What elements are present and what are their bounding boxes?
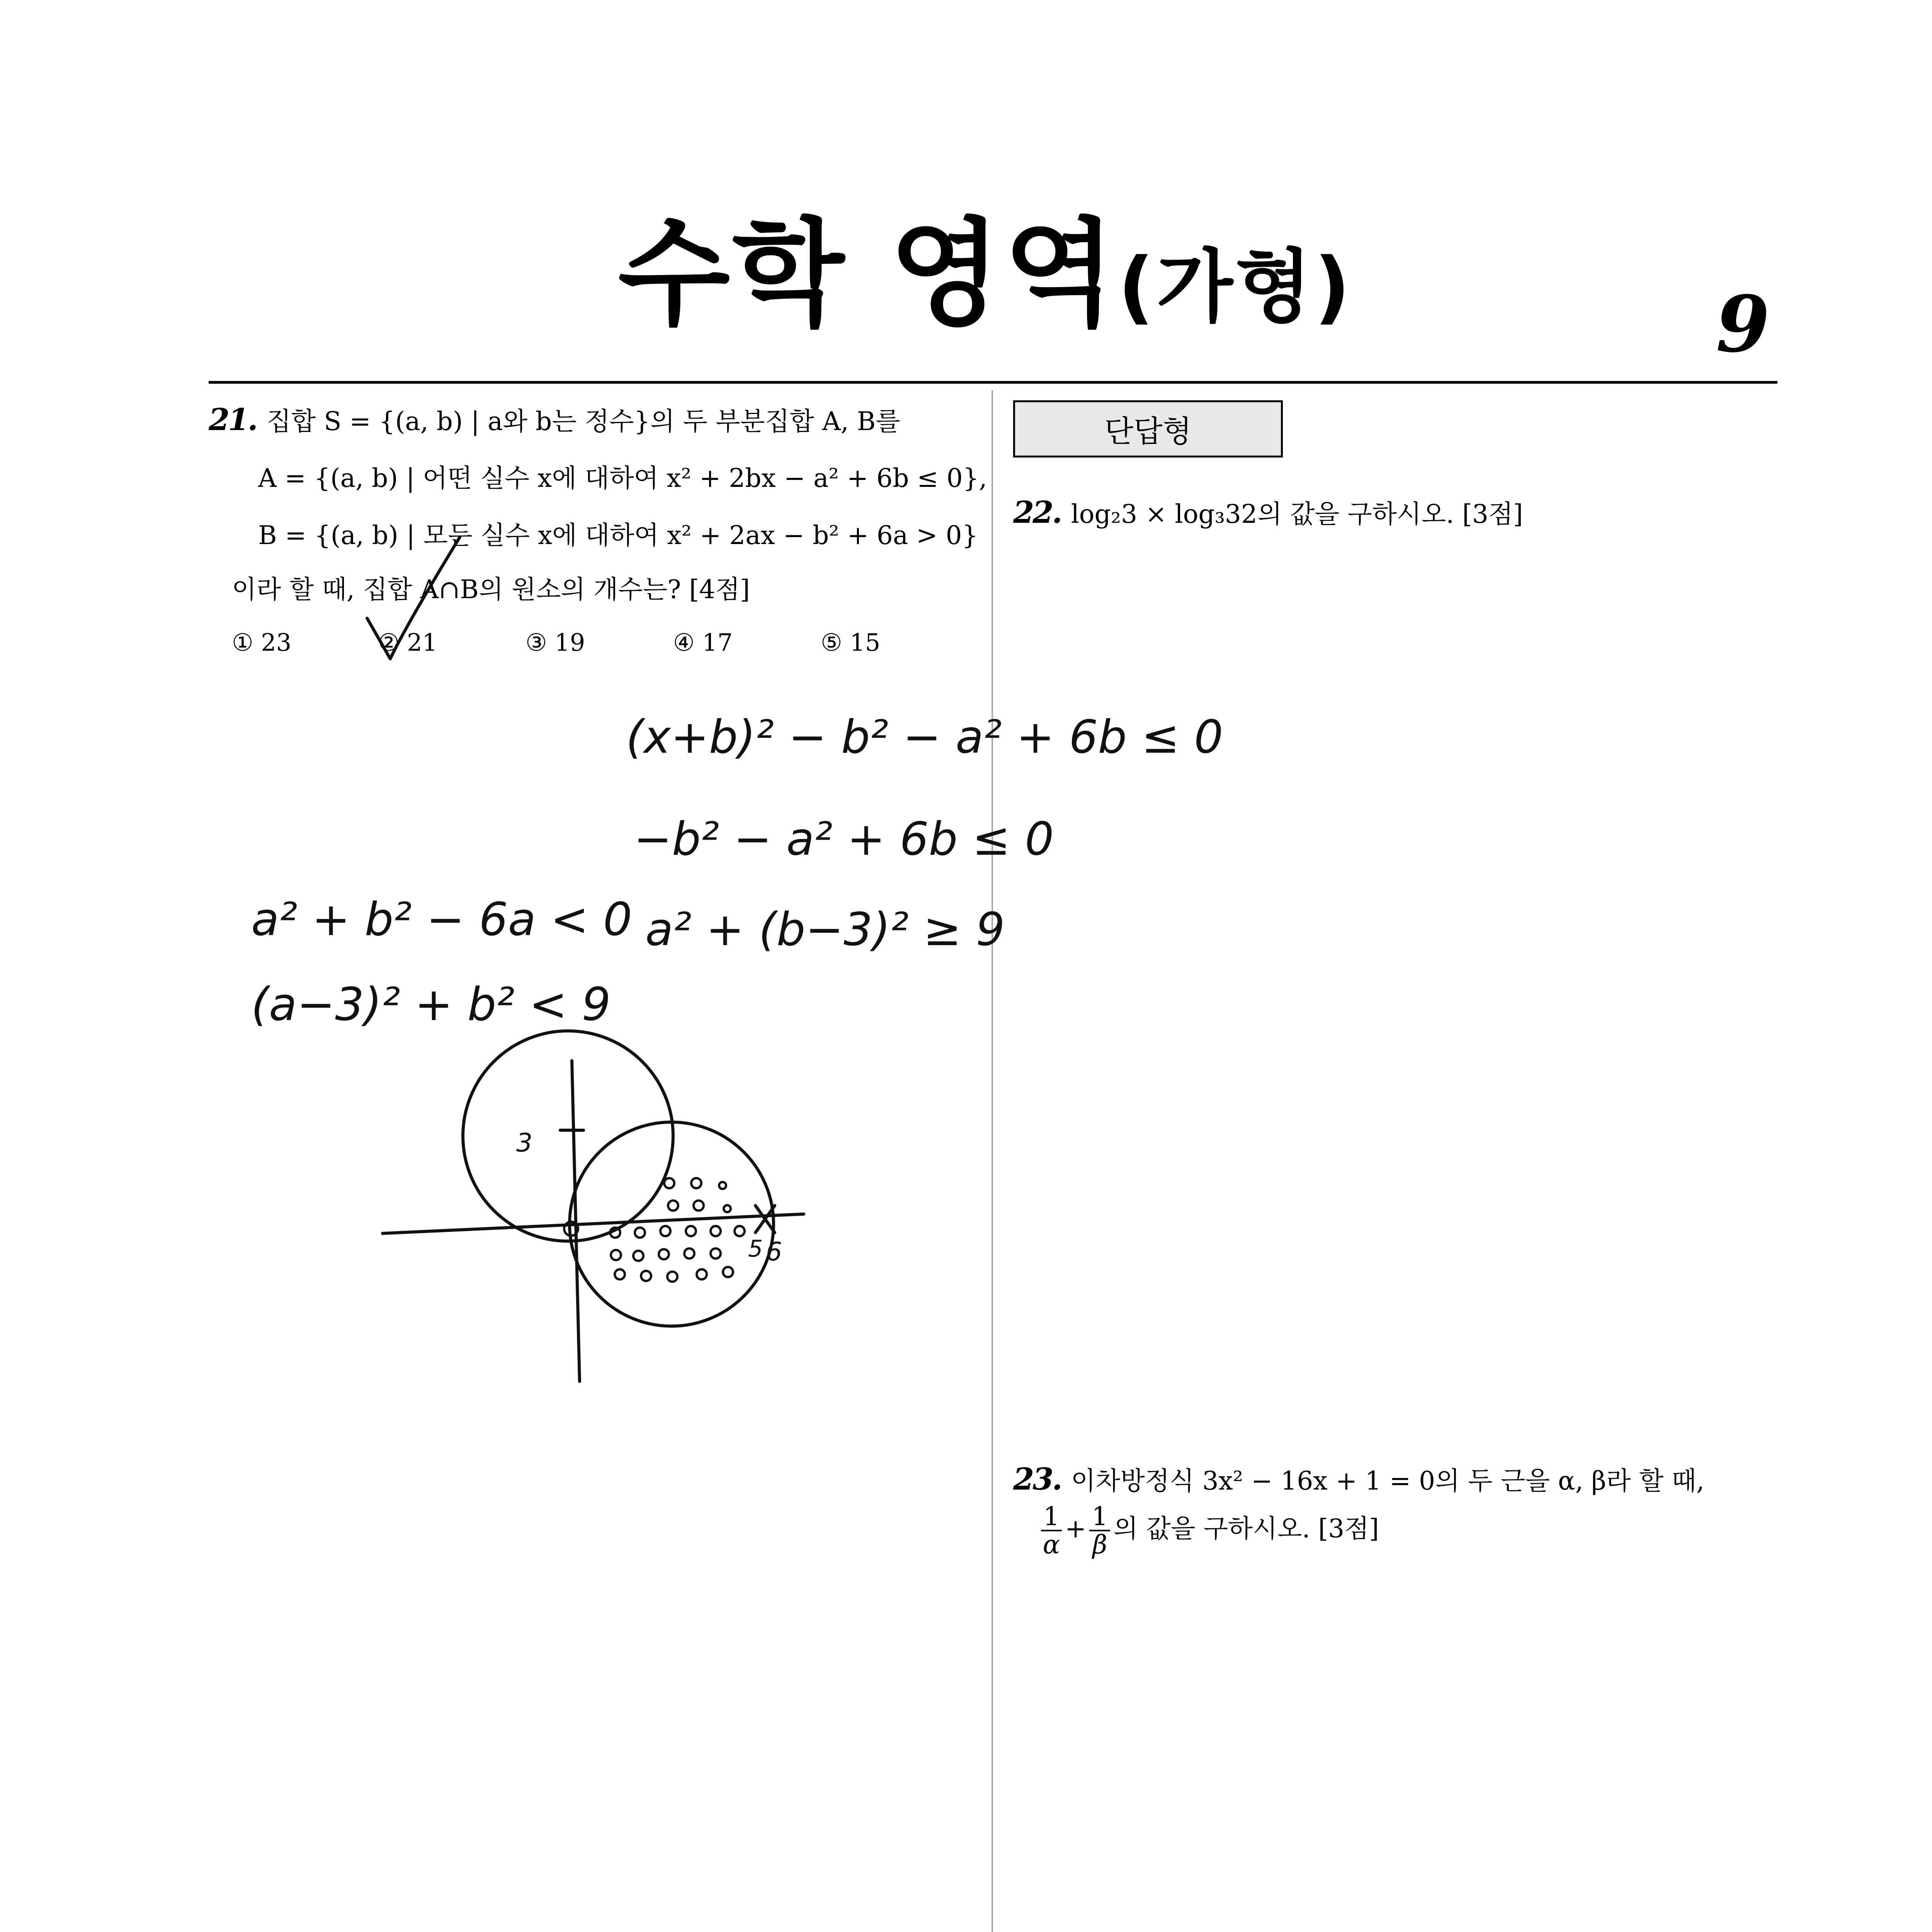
sketch-x-mark [755, 1206, 775, 1233]
section-short-answer: 단답형 [1013, 400, 1283, 457]
page-number: 9 [1716, 279, 1770, 370]
hw-eq4: a² + b² − 6a < 0 [251, 893, 632, 946]
q21-number: 21. [209, 402, 257, 437]
title-subtitle: (가형) [1118, 241, 1353, 333]
sketch-circle-upper [463, 1031, 673, 1241]
checkmark-icon [367, 537, 460, 659]
q21-set-b: B = {(a, b) | 모든 실수 x에 대하여 x² + 2ax − b² + 6a > 0} [258, 520, 978, 550]
q23-fraction-beta: $\frac{1}{\beta}$ [1089, 1503, 1110, 1558]
q21-option-3[interactable]: ③ 19 [526, 628, 585, 656]
q23-line1 [1013, 1461, 1704, 1498]
q21-option-1[interactable]: ① 23 [232, 628, 292, 656]
q21-stem: 집합 S = {(a, b) | a와 b는 정수}의 두 부분집합 A, B를 [266, 406, 900, 436]
sketch-label-5: 5 [748, 1235, 763, 1262]
hw-eq2: −b² − a² + 6b ≤ 0 [634, 812, 1054, 866]
hw-eq3: a² + (b−3)² ≥ 9 [645, 903, 1005, 956]
q22 [1013, 495, 1523, 531]
q22-text: log₂3 × log₃32의 값을 구하시오. [3점] [1071, 499, 1523, 529]
q21-set-a: A = {(a, b) | 어떤 실수 x에 대하여 x² + 2bx − a² + 6b ≤ 0}, [258, 463, 987, 493]
sketch-label-6: 6 [766, 1237, 782, 1267]
title-main: 수학 영역 [618, 207, 1118, 342]
q23-rest: 의 값을 구하시오. [3점] [1113, 1514, 1379, 1544]
sketch-label-3: 3 [516, 1128, 532, 1158]
sketch-x-axis [383, 1214, 804, 1233]
q22-number: 22. [1013, 495, 1061, 530]
q21-question: 이라 할 때, 집합 A∩B의 원소의 개수는? [4점] [232, 575, 750, 604]
hw-eq1: (x+b)² − b² − a² + 6b ≤ 0 [626, 710, 1223, 764]
q23-line2 [1038, 1503, 1379, 1558]
q23-stem: 이차방정식 3x² − 16x + 1 = 0의 두 근을 α, β라 할 때, [1071, 1466, 1704, 1496]
q21-option-2[interactable]: ② 21 [378, 628, 438, 656]
q23-number: 23. [1013, 1462, 1061, 1497]
q21-option-4[interactable]: ④ 17 [673, 628, 733, 656]
hw-eq5: (a−3)² + b² < 9 [251, 978, 611, 1031]
q23-fraction-alpha: $\frac{1}{\alpha}$ [1041, 1503, 1062, 1558]
q23-plus: + [1065, 1514, 1087, 1544]
q21-option-5[interactable]: ⑤ 15 [821, 628, 881, 656]
